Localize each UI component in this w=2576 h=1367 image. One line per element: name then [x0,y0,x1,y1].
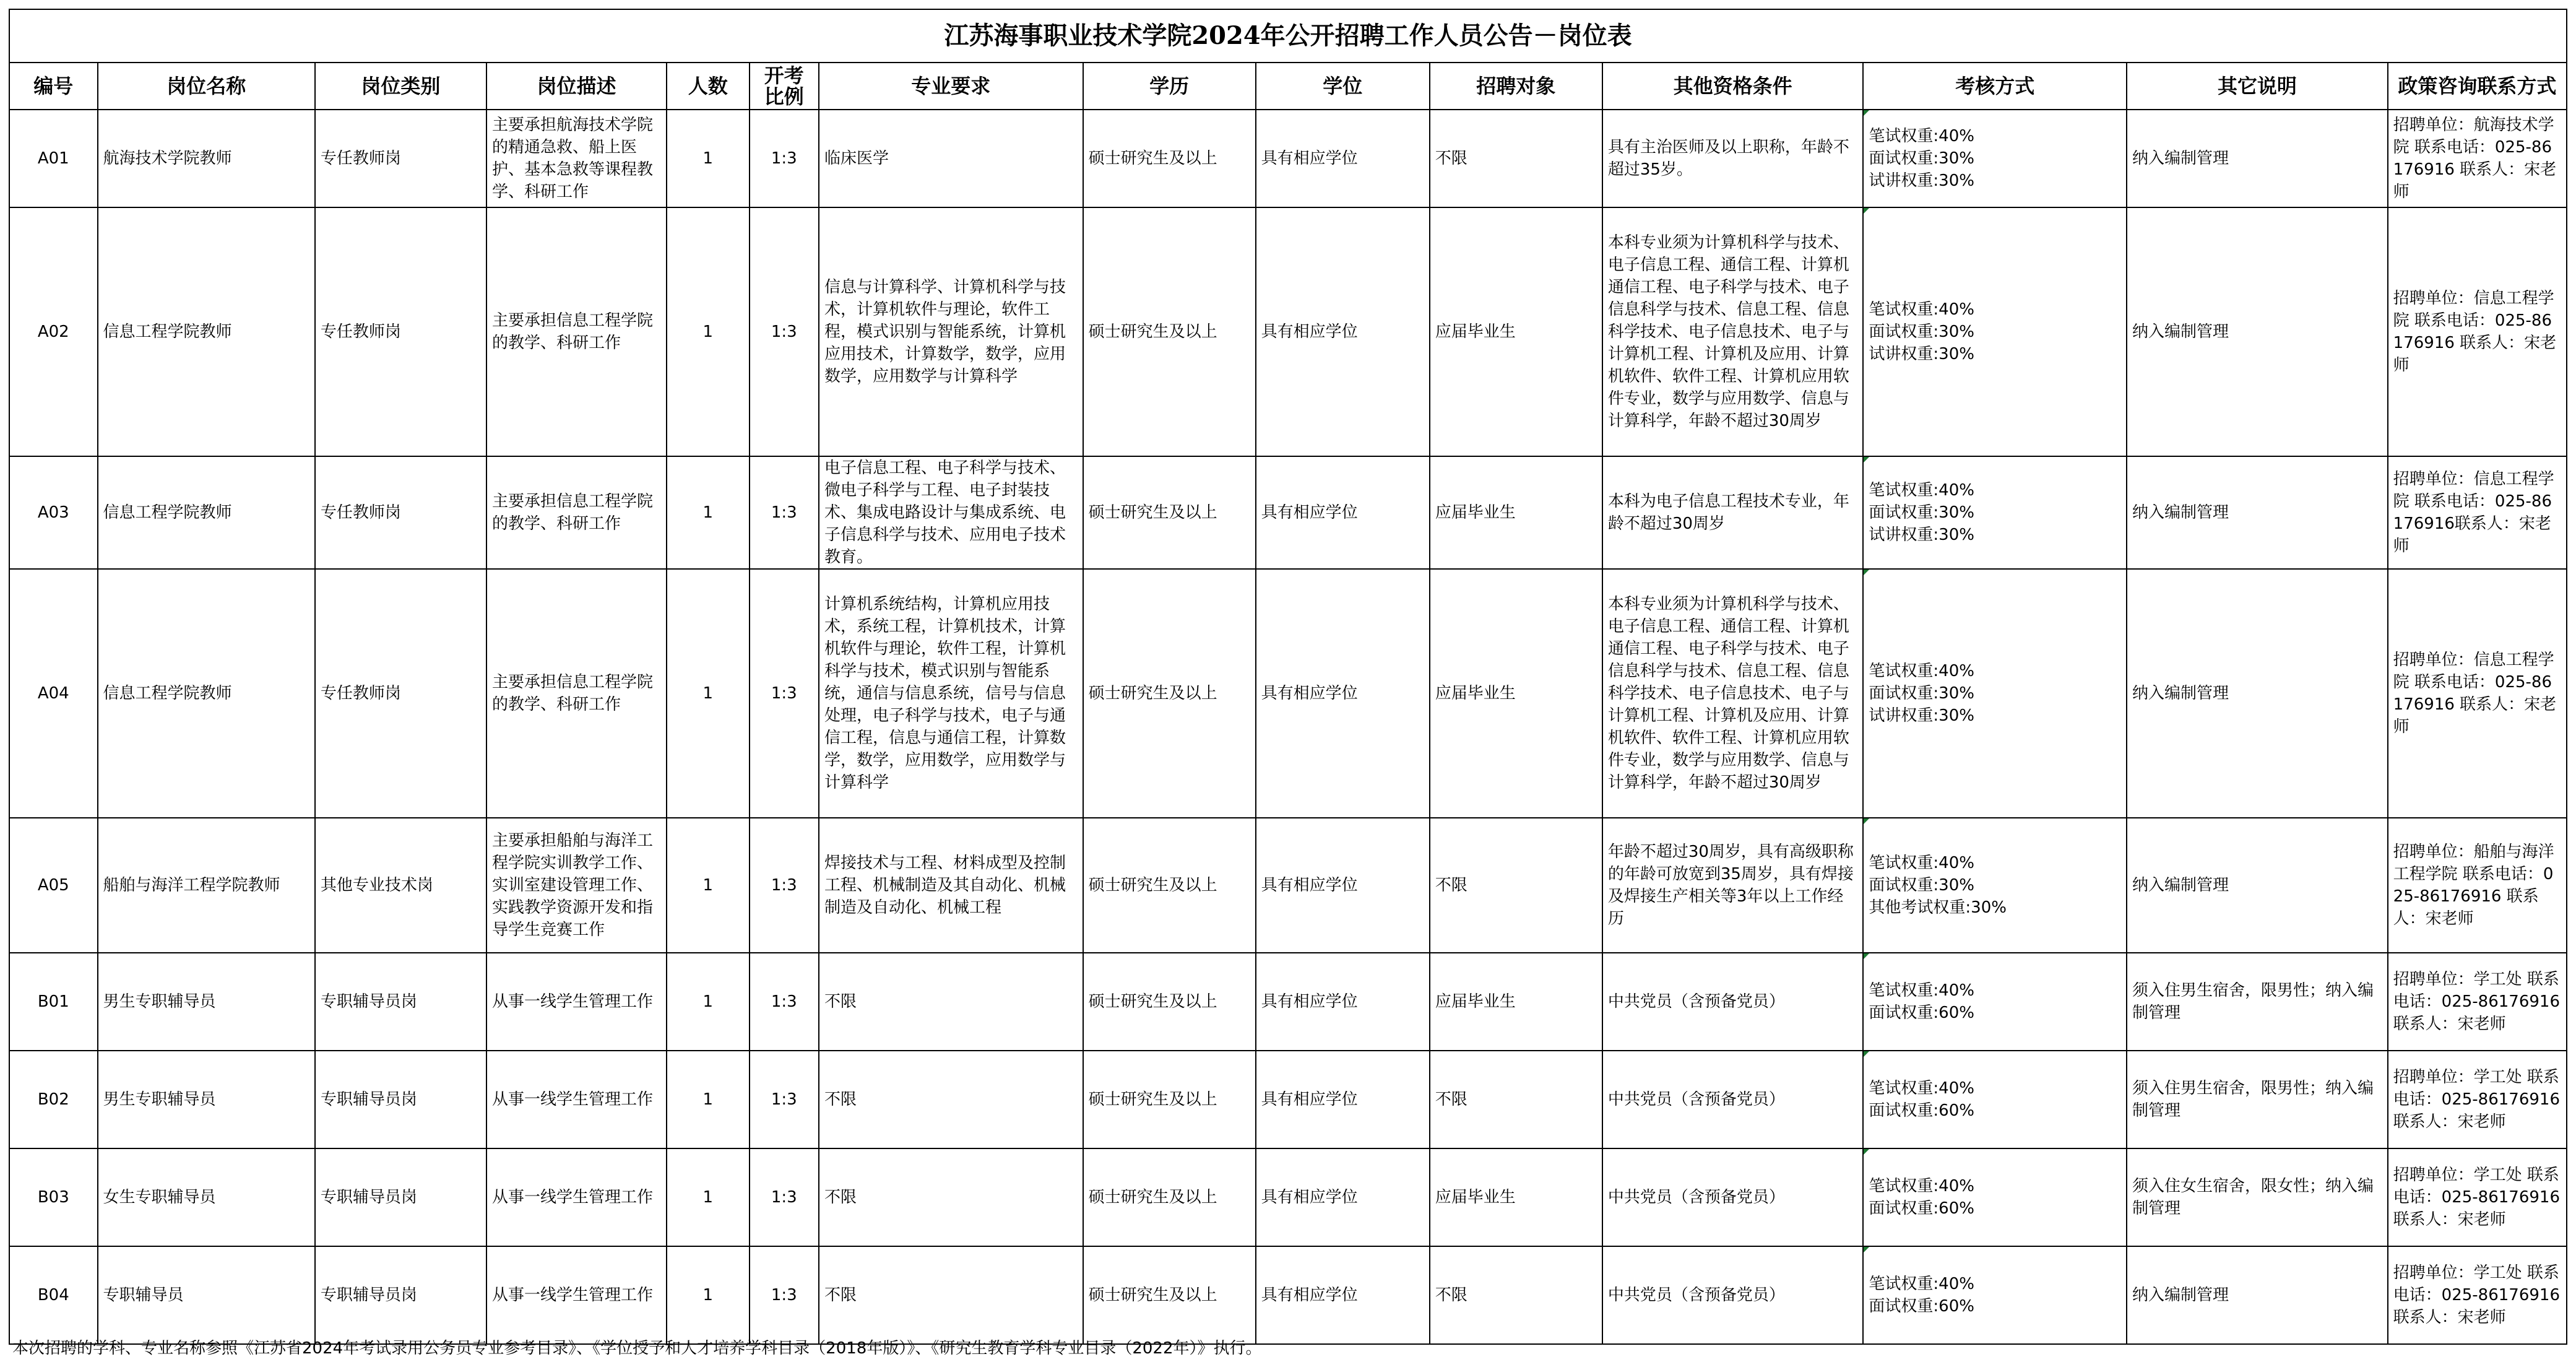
assessment-line: 面试权重:30% [1869,149,1974,168]
cell-notes: 须入住女生宿舍，限女性；纳入编制管理 [2127,1148,2388,1246]
cell-id: B04 [9,1246,98,1344]
cell-major: 计算机系统结构，计算机应用技术，系统工程，计算机技术，计算机软件与理论，软件工程，计算机科学与技术，模式识别与智能系统，通信与信息系统，信号与信息处理，电子科学与技术，电子与通信工程，信息与通信工程，计算数学，数学，应用数学，应用数学与计算科学 [819,569,1083,818]
cell-assessment [1863,1148,2127,1246]
table-row [9,953,2567,1051]
cell-contact: 招聘单位：航海技术学院 联系电话：025-86176916 联系人：宋老师 [2388,110,2567,207]
cell-other: 中共党员（含预备党员） [1602,1148,1864,1246]
header-major: 专业要求 [819,63,1083,110]
cell-category: 专任教师岗 [315,456,486,569]
cell-assessment [1863,953,2127,1051]
cell-contact: 招聘单位：学工处 联系电话：025-86176916 联系人：宋老师 [2388,1051,2567,1148]
cell-count: 1 [667,1148,750,1246]
assessment-line: 其他考试权重:30% [1869,898,2007,917]
cell-degree: 具有相应学位 [1256,569,1430,818]
cell-other: 具有主治医师及以上职称，年龄不超过35岁。 [1602,110,1864,207]
cell-contact: 招聘单位：信息工程学院 联系电话：025-86176916 联系人：宋老师 [2388,569,2567,818]
table-row [9,1148,2567,1246]
cell-degree: 具有相应学位 [1256,953,1430,1051]
assessment-line: 面试权重:30% [1869,323,1974,341]
assessment-line: 试讲权重:30% [1869,706,1974,725]
table-row [9,207,2567,456]
table-body [9,110,2567,1344]
cell-contact: 招聘单位：信息工程学院 联系电话：025-86176916 联系人：宋老师 [2388,207,2567,456]
cell-ratio: 1:3 [750,953,819,1051]
header-education: 学历 [1083,63,1256,110]
cell-target: 不限 [1430,818,1602,953]
cell-count: 1 [667,953,750,1051]
cell-count: 1 [667,569,750,818]
cell-category: 专任教师岗 [315,207,486,456]
header-row [9,63,2567,110]
cell-ratio: 1:3 [750,1246,819,1344]
cell-ratio: 1:3 [750,1148,819,1246]
cell-target: 应届毕业生 [1430,207,1602,456]
assessment-line: 笔试权重:40% [1869,1177,1974,1196]
cell-other: 本科为电子信息工程技术专业，年龄不超过30周岁 [1602,456,1864,569]
cell-education: 硕士研究生及以上 [1083,456,1256,569]
cell-ratio: 1:3 [750,1051,819,1148]
cell-category: 专任教师岗 [315,569,486,818]
cell-other: 年龄不超过30周岁，具有高级职称的年龄可放宽到35周岁，具有焊接及焊接生产相关等3年以上工作经历 [1602,818,1864,953]
cell-education: 硕士研究生及以上 [1083,1246,1256,1344]
cell-category: 专职辅导员岗 [315,1051,486,1148]
cell-target: 应届毕业生 [1430,953,1602,1051]
cell-description: 从事一线学生管理工作 [486,1148,667,1246]
header-ratio: 开考比例 [750,63,819,110]
cell-major: 不限 [819,1246,1083,1344]
cell-category: 专任教师岗 [315,110,486,207]
cell-name: 专职辅导员 [98,1246,315,1344]
cell-education: 硕士研究生及以上 [1083,110,1256,207]
cell-description: 从事一线学生管理工作 [486,1051,667,1148]
cell-description: 主要承担信息工程学院的教学、科研工作 [486,569,667,818]
cell-category: 专职辅导员岗 [315,1246,486,1344]
cell-notes: 须入住男生宿舍，限男性；纳入编制管理 [2127,953,2388,1051]
assessment-line: 面试权重:60% [1869,1004,1974,1022]
cell-notes: 纳入编制管理 [2127,569,2388,818]
cell-description: 从事一线学生管理工作 [486,1246,667,1344]
footnote: 本次招聘的学科、专业名称参照《江苏省2024年考试录用公务员专业参考目录》、《学位授予和人才培养学科目录（2018年版）》、《研究生教育学科专业目录（2022年）》执行。 [12,1339,1262,1358]
cell-ratio: 1:3 [750,207,819,456]
cell-education: 硕士研究生及以上 [1083,1148,1256,1246]
cell-major: 焊接技术与工程、材料成型及控制工程、机械制造及其自动化、机械制造及自动化、机械工程 [819,818,1083,953]
assessment-line: 笔试权重:40% [1869,300,1974,319]
cell-id: A03 [9,456,98,569]
table-row [9,569,2567,818]
cell-notes: 纳入编制管理 [2127,1246,2388,1344]
cell-name: 航海技术学院教师 [98,110,315,207]
cell-assessment [1863,569,2127,818]
header-count: 人数 [667,63,750,110]
table-row [9,1051,2567,1148]
header-name: 岗位名称 [98,63,315,110]
cell-target: 不限 [1430,110,1602,207]
cell-assessment [1863,1246,2127,1344]
cell-contact: 招聘单位：信息工程学院 联系电话：025-86176916联系人：宋老师 [2388,456,2567,569]
cell-ratio: 1:3 [750,569,819,818]
job-table-sheet [9,9,2567,1345]
cell-count: 1 [667,818,750,953]
cell-id: A01 [9,110,98,207]
cell-name: 男生专职辅导员 [98,953,315,1051]
table-row [9,456,2567,569]
header-contact: 政策咨询联系方式 [2388,63,2567,110]
cell-target: 不限 [1430,1051,1602,1148]
cell-degree: 具有相应学位 [1256,818,1430,953]
cell-target: 不限 [1430,1246,1602,1344]
cell-degree: 具有相应学位 [1256,1246,1430,1344]
cell-education: 硕士研究生及以上 [1083,818,1256,953]
assessment-line: 笔试权重:40% [1869,1275,1974,1293]
cell-contact: 招聘单位：学工处 联系电话：025-86176916 联系人：宋老师 [2388,1148,2567,1246]
cell-description: 主要承担航海技术学院的精通急救、船上医护、基本急救等课程教学、科研工作 [486,110,667,207]
cell-major: 不限 [819,1148,1083,1246]
cell-id: A02 [9,207,98,456]
assessment-line: 试讲权重:30% [1869,526,1974,544]
cell-count: 1 [667,110,750,207]
assessment-line: 面试权重:30% [1869,876,1974,895]
cell-id: B01 [9,953,98,1051]
cell-name: 信息工程学院教师 [98,207,315,456]
header-description: 岗位描述 [486,63,667,110]
cell-target: 应届毕业生 [1430,456,1602,569]
cell-notes: 纳入编制管理 [2127,456,2388,569]
cell-notes: 纳入编制管理 [2127,818,2388,953]
cell-count: 1 [667,1051,750,1148]
cell-count: 1 [667,456,750,569]
cell-degree: 具有相应学位 [1256,110,1430,207]
header-notes: 其它说明 [2127,63,2388,110]
cell-description: 主要承担信息工程学院的教学、科研工作 [486,456,667,569]
assessment-line: 笔试权重:40% [1869,127,1974,145]
header-category: 岗位类别 [315,63,486,110]
assessment-line: 面试权重:30% [1869,503,1974,522]
cell-other: 本科专业须为计算机科学与技术、电子信息工程、通信工程、计算机通信工程、电子科学与技术、电子信息科学与技术、信息工程、信息科学技术、电子信息技术、电子与计算机工程、计算机及应用、计算机软件、软件工程、计算机应用软件专业，数学与应用数学、信息与计算科学，年龄不超过30周岁 [1602,207,1864,456]
cell-ratio: 1:3 [750,818,819,953]
cell-name: 男生专职辅导员 [98,1051,315,1148]
assessment-line: 试讲权重:30% [1869,171,1974,190]
cell-education: 硕士研究生及以上 [1083,1051,1256,1148]
cell-target: 应届毕业生 [1430,1148,1602,1246]
cell-education: 硕士研究生及以上 [1083,953,1256,1051]
cell-ratio: 1:3 [750,110,819,207]
cell-name: 信息工程学院教师 [98,569,315,818]
cell-description: 从事一线学生管理工作 [486,953,667,1051]
cell-other: 中共党员（含预备党员） [1602,1051,1864,1148]
cell-notes: 纳入编制管理 [2127,207,2388,456]
cell-count: 1 [667,1246,750,1344]
cell-assessment [1863,110,2127,207]
cell-education: 硕士研究生及以上 [1083,207,1256,456]
cell-contact: 招聘单位：学工处 联系电话：025-86176916 联系人：宋老师 [2388,1246,2567,1344]
cell-category: 专职辅导员岗 [315,1148,486,1246]
assessment-line: 笔试权重:40% [1869,481,1974,500]
cell-description: 主要承担船舶与海洋工程学院实训教学工作、实训室建设管理工作、实践教学资源开发和指导学生竞赛工作 [486,818,667,953]
cell-description: 主要承担信息工程学院的教学、科研工作 [486,207,667,456]
assessment-line: 面试权重:60% [1869,1199,1974,1218]
cell-other: 中共党员（含预备党员） [1602,1246,1864,1344]
header-degree: 学位 [1256,63,1430,110]
cell-name: 女生专职辅导员 [98,1148,315,1246]
cell-major: 信息与计算科学、计算机科学与技术，计算机软件与理论，软件工程，模式识别与智能系统，计算机应用技术，计算数学，数学，应用数学，应用数学与计算科学 [819,207,1083,456]
cell-id: A04 [9,569,98,818]
header-other: 其他资格条件 [1602,63,1864,110]
cell-count: 1 [667,207,750,456]
cell-id: B03 [9,1148,98,1246]
cell-degree: 具有相应学位 [1256,456,1430,569]
cell-assessment [1863,818,2127,953]
cell-id: B02 [9,1051,98,1148]
cell-degree: 具有相应学位 [1256,1148,1430,1246]
cell-contact: 招聘单位：船舶与海洋工程学院 联系电话：025-86176916 联系人：宋老师 [2388,818,2567,953]
header-assessment: 考核方式 [1863,63,2127,110]
cell-other: 本科专业须为计算机科学与技术、电子信息工程、通信工程、计算机通信工程、电子科学与技术、电子信息科学与技术、信息工程、信息科学技术、电子信息技术、电子与计算机工程、计算机及应用、计算机软件、软件工程、计算机应用软件专业，数学与应用数学、信息与计算科学，年龄不超过30周岁 [1602,569,1864,818]
assessment-line: 笔试权重:40% [1869,981,1974,1000]
cell-major: 电子信息工程、电子科学与技术、微电子科学与工程、电子封装技术、集成电路设计与集成系统、电子信息科学与技术、应用电子技术教育。 [819,456,1083,569]
cell-ratio: 1:3 [750,456,819,569]
cell-education: 硕士研究生及以上 [1083,569,1256,818]
cell-name: 船舶与海洋工程学院教师 [98,818,315,953]
job-table [9,9,2567,1345]
table-row [9,1246,2567,1344]
assessment-line: 面试权重:30% [1869,684,1974,703]
header-id: 编号 [9,63,98,110]
cell-other: 中共党员（含预备党员） [1602,953,1864,1051]
cell-assessment [1863,207,2127,456]
table-title: 江苏海事职业技术学院2024年公开招聘工作人员公告－岗位表 [9,9,2567,63]
cell-major: 不限 [819,953,1083,1051]
cell-major: 临床医学 [819,110,1083,207]
cell-assessment [1863,456,2127,569]
cell-name: 信息工程学院教师 [98,456,315,569]
cell-degree: 具有相应学位 [1256,1051,1430,1148]
cell-contact: 招聘单位：学工处 联系电话：025-86176916 联系人：宋老师 [2388,953,2567,1051]
cell-category: 专职辅导员岗 [315,953,486,1051]
assessment-line: 面试权重:60% [1869,1101,1974,1120]
header-target: 招聘对象 [1430,63,1602,110]
cell-notes: 须入住男生宿舍，限男性；纳入编制管理 [2127,1051,2388,1148]
assessment-line: 笔试权重:40% [1869,1079,1974,1098]
cell-category: 其他专业技术岗 [315,818,486,953]
assessment-line: 试讲权重:30% [1869,345,1974,363]
cell-major: 不限 [819,1051,1083,1148]
cell-degree: 具有相应学位 [1256,207,1430,456]
cell-assessment [1863,1051,2127,1148]
assessment-line: 笔试权重:40% [1869,662,1974,680]
cell-notes: 纳入编制管理 [2127,110,2388,207]
cell-id: A05 [9,818,98,953]
assessment-line: 笔试权重:40% [1869,854,1974,872]
table-row [9,110,2567,207]
assessment-line: 面试权重:60% [1869,1297,1974,1316]
table-row [9,818,2567,953]
cell-target: 应届毕业生 [1430,569,1602,818]
